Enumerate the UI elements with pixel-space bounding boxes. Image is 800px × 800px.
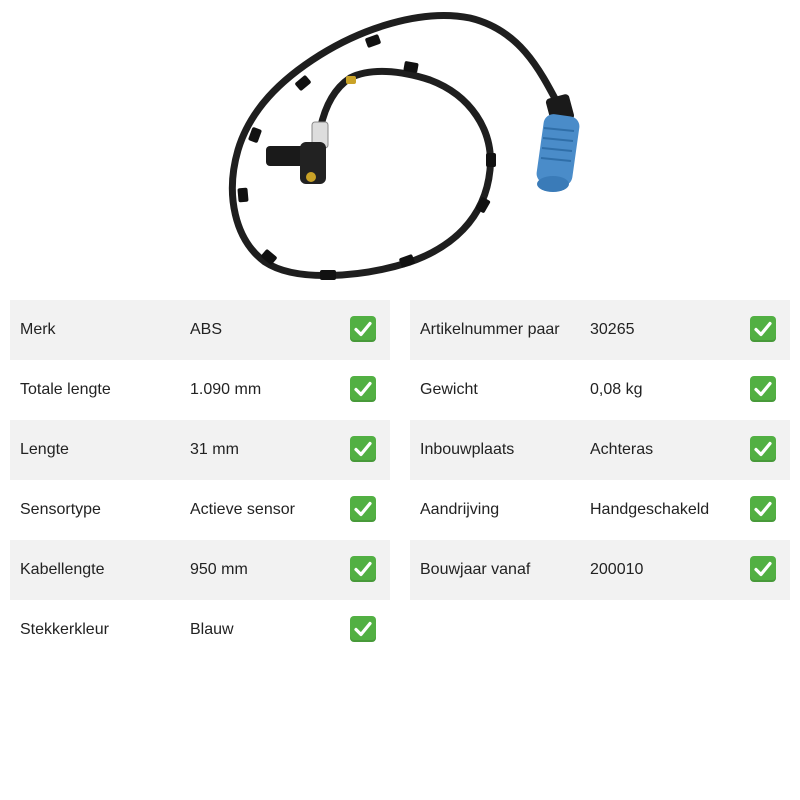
spec-value: Achteras xyxy=(590,441,654,458)
spec-label: Merk xyxy=(20,321,56,338)
spec-row-merk xyxy=(10,300,390,360)
spec-row-kabellengte xyxy=(10,540,390,600)
spec-label: Gewicht xyxy=(420,381,478,398)
spec-row-gewicht xyxy=(410,360,790,420)
spec-value: 950 mm xyxy=(190,561,248,578)
spec-label: Lengte xyxy=(20,441,69,458)
spec-row-lengte xyxy=(10,420,390,480)
check-icon xyxy=(350,436,376,462)
spec-value: 31 mm xyxy=(190,441,239,458)
spec-value: 30265 xyxy=(590,321,635,338)
spec-row-inbouwplaats xyxy=(410,420,790,480)
spec-label: Artikelnummer paar xyxy=(420,321,560,338)
spec-value: Actieve sensor xyxy=(190,501,295,518)
spec-value: 200010 xyxy=(590,561,644,578)
check-icon xyxy=(750,376,776,402)
spec-row-bouwjaar-vanaf xyxy=(410,540,790,600)
abs-sensor-cable-icon xyxy=(232,16,580,280)
check-icon xyxy=(750,496,776,522)
check-icon xyxy=(350,376,376,402)
check-icon xyxy=(350,616,376,642)
spec-label: Bouwjaar vanaf xyxy=(420,561,531,578)
specs-right-column xyxy=(410,300,790,600)
spec-value: Blauw xyxy=(190,621,234,638)
spec-label: Kabellengte xyxy=(20,561,105,578)
check-icon xyxy=(750,316,776,342)
spec-row-totale-lengte xyxy=(10,360,390,420)
spec-value: 0,08 kg xyxy=(590,381,643,398)
spec-label: Inbouwplaats xyxy=(420,441,515,458)
spec-row-sensortype xyxy=(10,480,390,540)
spec-row-stekkerkleur xyxy=(10,600,390,660)
check-icon xyxy=(350,556,376,582)
spec-label: Aandrijving xyxy=(420,501,500,518)
specs-left-column xyxy=(10,300,390,660)
spec-row-aandrijving xyxy=(410,480,790,540)
check-icon xyxy=(350,496,376,522)
spec-row-artikelnummer-paar xyxy=(410,300,790,360)
check-icon xyxy=(750,436,776,462)
spec-value: 1.090 mm xyxy=(190,381,262,398)
spec-value: ABS xyxy=(190,321,223,338)
spec-label: Stekkerkleur xyxy=(20,621,109,638)
spec-label: Totale lengte xyxy=(20,381,111,398)
check-icon xyxy=(750,556,776,582)
check-icon xyxy=(350,316,376,342)
product-image xyxy=(0,0,800,295)
spec-label: Sensortype xyxy=(20,501,101,518)
spec-value: Handgeschakeld xyxy=(590,501,710,518)
